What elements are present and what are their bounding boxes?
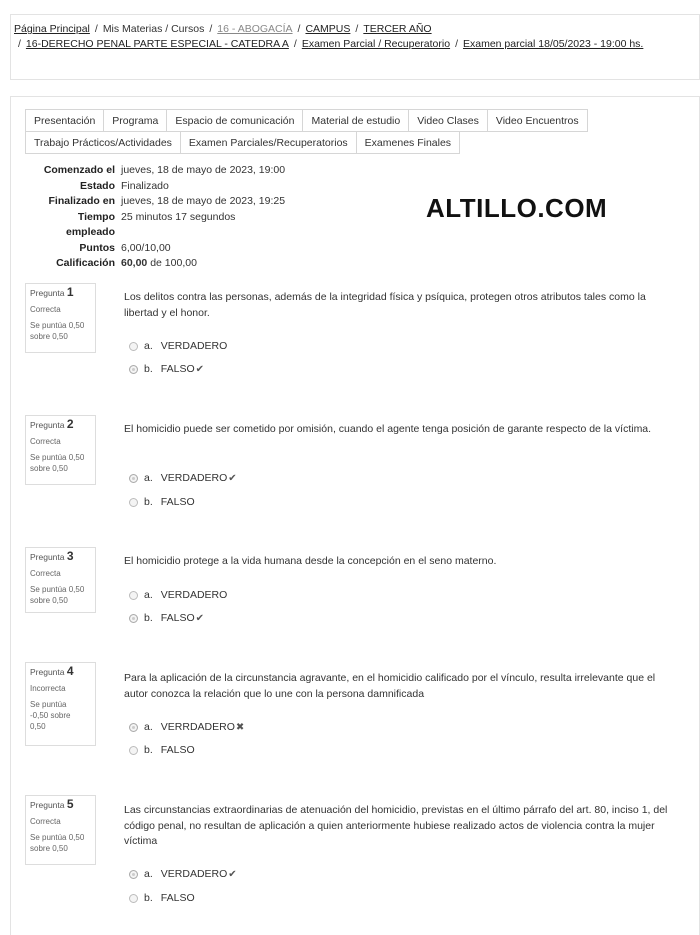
breadcrumb-exam-link[interactable]: Examen parcial 18/05/2023 - 19:00 hs. — [462, 38, 644, 50]
tab-espacio-comunicacion[interactable]: Espacio de comunicación — [166, 109, 303, 132]
answer-option[interactable]: a. VERDADERO ✔ — [129, 868, 237, 880]
points-value: 6,00/10,00 — [121, 241, 171, 254]
answer-option[interactable]: b. FALSO — [129, 892, 196, 904]
question-info: Pregunta 5 Correcta Se puntúa 0,50 sobre 0,50 — [25, 795, 96, 865]
question-info: Pregunta 4 Incorrecta Se puntúa -0,50 sobre 0,50 — [25, 662, 96, 746]
started-value: jueves, 18 de mayo de 2023, 19:00 — [121, 164, 286, 176]
course-tabs — [25, 109, 625, 153]
attempt-summary — [25, 163, 425, 272]
breadcrumb-third-year-link[interactable]: TERCER AÑO — [363, 23, 432, 35]
tab-examenes-finales[interactable]: Examenes Finales — [356, 131, 460, 154]
breadcrumb-exam-section-link[interactable]: Examen Parcial / Recuperatorio — [301, 38, 451, 50]
answer-option[interactable]: a. VERDADERO ✔ — [129, 472, 237, 484]
tab-video-encuentros[interactable]: Video Encuentros — [487, 109, 588, 132]
answer-option[interactable]: a. VERRDADERO ✖ — [129, 721, 244, 733]
question-grade: Se puntúa 0,50 sobre 0,50 — [30, 321, 85, 341]
breadcrumb-my-courses: Mis Materias / Cursos — [102, 23, 205, 35]
question-state: Correcta — [30, 305, 61, 314]
points-label: Puntos — [79, 241, 115, 254]
radio-icon[interactable] — [129, 342, 138, 351]
tab-video-clases[interactable]: Video Clases — [408, 109, 488, 132]
radio-selected-icon[interactable] — [129, 723, 138, 732]
question-text: El homicidio protege a la vida humana desde la concepción en el seno materno. — [124, 555, 497, 567]
check-icon: ✔ — [195, 612, 205, 624]
radio-icon[interactable] — [129, 591, 138, 600]
breadcrumb-campus-link[interactable]: CAMPUS — [305, 23, 351, 35]
question-state: Correcta — [30, 437, 61, 446]
answer-option[interactable]: b. FALSO — [129, 744, 196, 756]
grade-value: 60,00 de 100,00 — [121, 257, 197, 269]
tab-programa[interactable]: Programa — [103, 109, 167, 132]
state-label: Estado — [79, 179, 115, 192]
breadcrumb-abogacia-link[interactable]: 16 - ABOGACÍA — [217, 23, 293, 35]
breadcrumb-line-2: / 16-DERECHO PENAL PARTE ESPECIAL - CATEDRA A / Examen Parcial / Recuperatorio / Examen parcial 18/05/2023 - 19:00 hs. — [18, 38, 644, 50]
question-text: El homicidio puede ser cometido por omisión, cuando el agente tenga posición de garante respecto de la víctima. — [124, 423, 652, 435]
question-text: Las circunstancias extraordinarias de atenuación del homicidio, previstas en el último párrafo del art. 80, inciso 1, del código penal, no resultan de aplicación a quien anteriormente hubiese realizado actos de violencia contra la mujer víctima — [124, 804, 668, 847]
question-grade: Se puntúa 0,50 sobre 0,50 — [30, 833, 85, 853]
question-state: Incorrecta — [30, 684, 66, 693]
tab-presentacion[interactable]: Presentación — [25, 109, 104, 132]
watermark: ALTILLO.COM — [426, 193, 608, 223]
breadcrumb-course-link[interactable]: 16-DERECHO PENAL PARTE ESPECIAL - CATEDRA A — [25, 38, 289, 50]
time-value: 25 minutos 17 segundos — [121, 210, 236, 223]
radio-selected-icon[interactable] — [129, 870, 138, 879]
question-text: Para la aplicación de la circunstancia agravante, en el homicidio calificado por el vínculo, resulta irrelevante que el autor conozca la relación que lo une con la persona damnificada — [124, 672, 656, 700]
radio-selected-icon[interactable] — [129, 614, 138, 623]
time-label: Tiempo empleado — [65, 210, 115, 238]
question-info: Pregunta 3 Correcta Se puntúa 0,50 sobre 0,50 — [25, 547, 96, 613]
question-grade: Se puntúa 0,50 sobre 0,50 — [30, 585, 85, 605]
tab-material-estudio[interactable]: Material de estudio — [302, 109, 409, 132]
answer-option[interactable]: b. FALSO — [129, 496, 196, 508]
check-icon: ✔ — [195, 363, 205, 375]
tab-trabajos-practicos[interactable]: Trabajo Prácticos/Actividades — [25, 131, 181, 154]
question-state: Correcta — [30, 569, 61, 578]
radio-icon[interactable] — [129, 894, 138, 903]
state-value: Finalizado — [121, 179, 169, 192]
question-info: Pregunta 1 Correcta Se puntúa 0,50 sobre 0,50 — [25, 283, 96, 353]
answer-option[interactable]: b. FALSO ✔ — [129, 363, 204, 375]
question-state: Correcta — [30, 817, 61, 826]
breadcrumb-home-link[interactable]: Página Principal — [14, 23, 90, 35]
finished-value: jueves, 18 de mayo de 2023, 19:25 — [121, 195, 286, 207]
question-text: Los delitos contra las personas, además de la integridad física y psíquica, protegen otros atributos tales como la libertad y el honor. — [124, 291, 646, 319]
question-info: Pregunta 2 Correcta Se puntúa 0,50 sobre 0,50 — [25, 415, 96, 485]
check-icon: ✔ — [228, 472, 237, 484]
radio-selected-icon[interactable] — [129, 365, 138, 374]
answer-option[interactable]: a. VERDADERO — [129, 340, 228, 352]
tab-examen-parciales[interactable]: Examen Parciales/Recuperatorios — [180, 131, 357, 154]
started-label: Comenzado el — [43, 164, 115, 176]
check-icon: ✔ — [228, 868, 237, 880]
radio-icon[interactable] — [129, 498, 138, 507]
question-grade: Se puntúa -0,50 sobre 0,50 — [30, 700, 71, 731]
answer-option[interactable]: a. VERDADERO — [129, 589, 228, 601]
finished-label: Finalizado en — [48, 195, 115, 207]
cross-icon: ✖ — [235, 721, 245, 733]
radio-icon[interactable] — [129, 746, 138, 755]
answer-option[interactable]: b. FALSO ✔ — [129, 612, 204, 624]
breadcrumb: Página Principal / Mis Materias / Cursos / 16 - ABOGACÍA / CAMPUS / TERCER AÑO — [14, 23, 432, 35]
question-grade: Se puntúa 0,50 sobre 0,50 — [30, 453, 85, 473]
radio-selected-icon[interactable] — [129, 474, 138, 483]
grade-label: Calificación — [56, 257, 115, 269]
